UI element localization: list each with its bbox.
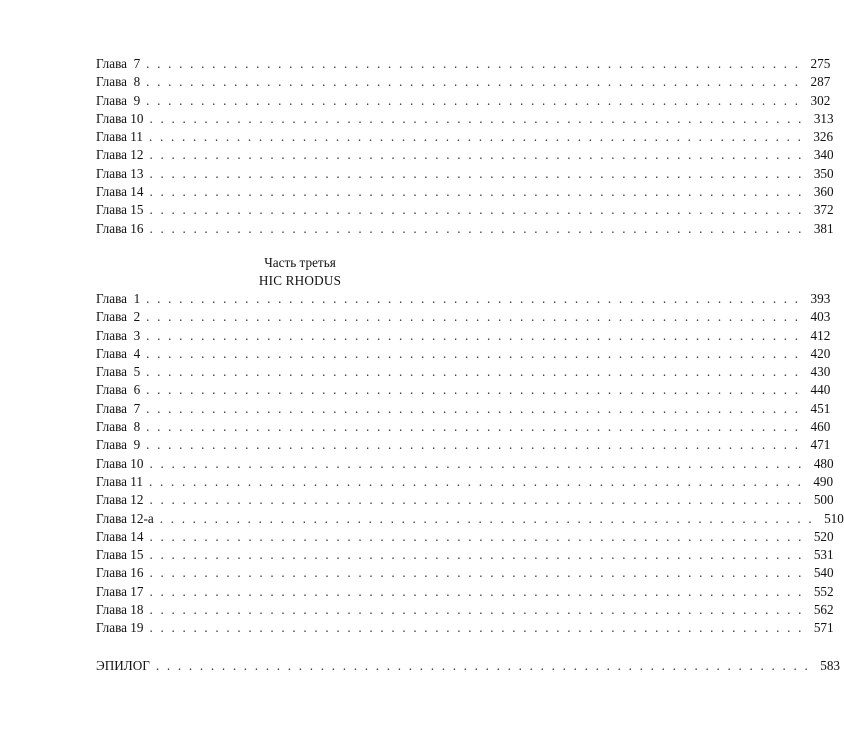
dot-leader: . . . . . . . . . . . . . . . . . . . . . . . . . . . . . . . . . . . . . . . . . . . . . . . . . . . . . . . . . . . . bbox=[159, 510, 814, 526]
toc-entry-page-number: 471 bbox=[810, 437, 831, 453]
toc-entry-label: Глава 11 bbox=[96, 473, 143, 489]
toc-entry-page-number: 403 bbox=[810, 309, 831, 325]
toc-entry-page-number: 360 bbox=[813, 184, 834, 200]
toc-entry-page-number: 510 bbox=[824, 510, 844, 526]
toc-entry-label: Глава 13 bbox=[96, 165, 144, 181]
toc-entry[interactable] bbox=[96, 619, 834, 637]
toc-entry[interactable] bbox=[96, 601, 834, 619]
toc-entry-page-number: 440 bbox=[810, 382, 831, 398]
dot-leader: . . . . . . . . . . . . . . . . . . . . . . . . . . . . . . . . . . . . . . . . . . . . . . . . . . . . . . . . . . . . bbox=[148, 129, 804, 145]
toc-entry-label: Глава 1 bbox=[96, 291, 141, 306]
toc-entry-label: Глава 12-а bbox=[96, 510, 154, 526]
toc-entry-page-number: 302 bbox=[810, 92, 831, 108]
toc-entry[interactable] bbox=[96, 290, 831, 308]
dot-leader: . . . . . . . . . . . . . . . . . . . . . . . . . . . . . . . . . . . . . . . . . . . . . . . . . . . . . . . . . . . . bbox=[148, 473, 804, 489]
toc-entry-page-number: 480 bbox=[813, 455, 834, 471]
toc-entry[interactable] bbox=[96, 381, 831, 399]
toc-entry[interactable] bbox=[96, 400, 831, 418]
part-three-header bbox=[0, 254, 600, 290]
toc-entry[interactable] bbox=[96, 220, 834, 238]
toc-entry-page-number: 326 bbox=[813, 129, 834, 145]
toc-section-part-three bbox=[96, 290, 844, 638]
toc-entry-page-number: 381 bbox=[813, 220, 834, 236]
dot-leader: . . . . . . . . . . . . . . . . . . . . . . . . . . . . . . . . . . . . . . . . . . . . . . . . . . . . . . . . . . . . bbox=[149, 147, 804, 163]
toc-entry-page-number: 451 bbox=[810, 400, 831, 416]
toc-entry-page-number: 372 bbox=[813, 202, 834, 218]
toc-entry-page-number: 340 bbox=[813, 147, 834, 163]
dot-leader: . . . . . . . . . . . . . . . . . . . . . . . . . . . . . . . . . . . . . . . . . . . . . . . . . . . . . . . . . . . . bbox=[146, 345, 801, 361]
toc-entry-label: Глава 5 bbox=[96, 364, 141, 380]
dot-leader: . . . . . . . . . . . . . . . . . . . . . . . . . . . . . . . . . . . . . . . . . . . . . . . . . . . . . . . . . . . . bbox=[149, 602, 804, 618]
toc-entry-label: Глава 15 bbox=[96, 202, 144, 218]
toc-entry-page-number: 571 bbox=[813, 620, 834, 636]
toc-entry-label: Глава 2 bbox=[96, 309, 141, 325]
toc-entry-page-number: 350 bbox=[813, 165, 834, 181]
dot-leader: . . . . . . . . . . . . . . . . . . . . . . . . . . . . . . . . . . . . . . . . . . . . . . . . . . . . . . . . . . . . bbox=[146, 74, 801, 90]
toc-entry[interactable] bbox=[96, 183, 834, 201]
dot-leader: . . . . . . . . . . . . . . . . . . . . . . . . . . . . . . . . . . . . . . . . . . . . . . . . . . . . . . . . . . . . bbox=[149, 620, 804, 636]
toc-entry-page-number: 275 bbox=[810, 56, 831, 71]
toc-entry[interactable] bbox=[96, 146, 834, 164]
toc-entry-page-number: 583 bbox=[820, 658, 840, 673]
toc-entry[interactable] bbox=[96, 165, 834, 183]
toc-entry-page-number: 520 bbox=[813, 528, 834, 544]
toc-entry[interactable] bbox=[96, 363, 831, 381]
toc-entry-label: Глава 7 bbox=[96, 56, 141, 71]
dot-leader: . . . . . . . . . . . . . . . . . . . . . . . . . . . . . . . . . . . . . . . . . . . . . . . . . . . . . . . . . . . . bbox=[149, 455, 804, 471]
toc-entry-page-number: 287 bbox=[810, 74, 831, 90]
dot-leader: . . . . . . . . . . . . . . . . . . . . . . . . . . . . . . . . . . . . . . . . . . . . . . . . . . . . . . . . . . . . bbox=[146, 291, 801, 306]
toc-entry-page-number: 313 bbox=[813, 110, 834, 126]
toc-entry[interactable] bbox=[96, 308, 831, 326]
toc-entry-page-number: 490 bbox=[813, 473, 834, 489]
toc-entry-page-number: 460 bbox=[810, 419, 831, 435]
dot-leader: . . . . . . . . . . . . . . . . . . . . . . . . . . . . . . . . . . . . . . . . . . . . . . . . . . . . . . . . . . . . bbox=[146, 56, 801, 71]
dot-leader: . . . . . . . . . . . . . . . . . . . . . . . . . . . . . . . . . . . . . . . . . . . . . . . . . . . . . . . . . . . . bbox=[149, 165, 804, 181]
toc-entry-label: Глава 11 bbox=[96, 129, 143, 145]
toc-entry-page-number: 562 bbox=[813, 602, 834, 618]
toc-entry[interactable] bbox=[96, 436, 831, 454]
toc-entry[interactable] bbox=[96, 491, 834, 509]
dot-leader: . . . . . . . . . . . . . . . . . . . . . . . . . . . . . . . . . . . . . . . . . . . . . . . . . . . . . . . . . . . . bbox=[146, 364, 801, 380]
toc-entry[interactable] bbox=[96, 510, 844, 528]
toc-entry-page-number: 500 bbox=[813, 492, 834, 508]
toc-entry-label: Глава 14 bbox=[96, 528, 144, 544]
part-three-title: Часть третья bbox=[264, 255, 336, 270]
toc-entry[interactable] bbox=[96, 546, 834, 564]
toc-entry[interactable] bbox=[96, 345, 831, 363]
part-three-subtitle: HIC RHODUS bbox=[258, 273, 342, 288]
toc-entry-label: Глава 3 bbox=[96, 327, 141, 343]
toc-entry-label: Глава 12 bbox=[96, 147, 144, 163]
dot-leader: . . . . . . . . . . . . . . . . . . . . . . . . . . . . . . . . . . . . . . . . . . . . . . . . . . . . . . . . . . . . bbox=[149, 565, 804, 581]
dot-leader: . . . . . . . . . . . . . . . . . . . . . . . . . . . . . . . . . . . . . . . . . . . . . . . . . . . . . . . . . . . . bbox=[146, 309, 801, 325]
toc-section-epilogue bbox=[96, 657, 840, 675]
toc-entry-label: Глава 17 bbox=[96, 583, 144, 599]
toc-entry-label: Глава 8 bbox=[96, 74, 141, 90]
dot-leader: . . . . . . . . . . . . . . . . . . . . . . . . . . . . . . . . . . . . . . . . . . . . . . . . . . . . . . . . . . . . bbox=[149, 110, 804, 126]
dot-leader: . . . . . . . . . . . . . . . . . . . . . . . . . . . . . . . . . . . . . . . . . . . . . . . . . . . . . . . . . . . . bbox=[155, 658, 810, 673]
toc-entry[interactable] bbox=[96, 528, 834, 546]
dot-leader: . . . . . . . . . . . . . . . . . . . . . . . . . . . . . . . . . . . . . . . . . . . . . . . . . . . . . . . . . . . . bbox=[146, 92, 801, 108]
dot-leader: . . . . . . . . . . . . . . . . . . . . . . . . . . . . . . . . . . . . . . . . . . . . . . . . . . . . . . . . . . . . bbox=[149, 528, 804, 544]
toc-entry-label: Глава 16 bbox=[96, 220, 144, 236]
toc-entry[interactable] bbox=[96, 418, 831, 436]
dot-leader: . . . . . . . . . . . . . . . . . . . . . . . . . . . . . . . . . . . . . . . . . . . . . . . . . . . . . . . . . . . . bbox=[146, 382, 801, 398]
toc-entry-label: Глава 9 bbox=[96, 92, 141, 108]
toc-entry-label: Глава 8 bbox=[96, 419, 141, 435]
toc-entry-label: ЭПИЛОГ bbox=[96, 658, 150, 673]
toc-entry[interactable] bbox=[96, 201, 834, 219]
toc-entry-label: Глава 14 bbox=[96, 184, 144, 200]
toc-entry-label: Глава 16 bbox=[96, 565, 144, 581]
dot-leader: . . . . . . . . . . . . . . . . . . . . . . . . . . . . . . . . . . . . . . . . . . . . . . . . . . . . . . . . . . . . bbox=[149, 202, 804, 218]
dot-leader: . . . . . . . . . . . . . . . . . . . . . . . . . . . . . . . . . . . . . . . . . . . . . . . . . . . . . . . . . . . . bbox=[146, 400, 801, 416]
toc-entry[interactable] bbox=[96, 128, 834, 146]
toc-entry-label: Глава 10 bbox=[96, 455, 144, 471]
toc-entry-page-number: 412 bbox=[810, 327, 831, 343]
toc-entry-page-number: 430 bbox=[810, 364, 831, 380]
toc-entry-page-number: 393 bbox=[810, 291, 831, 306]
dot-leader: . . . . . . . . . . . . . . . . . . . . . . . . . . . . . . . . . . . . . . . . . . . . . . . . . . . . . . . . . . . . bbox=[146, 327, 801, 343]
toc-entry-epilogue[interactable] bbox=[96, 657, 840, 675]
toc-entry-page-number: 531 bbox=[813, 547, 834, 563]
toc-entry[interactable] bbox=[96, 55, 831, 73]
toc-entry-page-number: 540 bbox=[813, 565, 834, 581]
toc-entry-label: Глава 6 bbox=[96, 382, 141, 398]
toc-section-part-two-continued bbox=[96, 55, 834, 238]
toc-entry-label: Глава 15 bbox=[96, 547, 144, 563]
toc-entry-label: Глава 9 bbox=[96, 437, 141, 453]
dot-leader: . . . . . . . . . . . . . . . . . . . . . . . . . . . . . . . . . . . . . . . . . . . . . . . . . . . . . . . . . . . . bbox=[146, 419, 801, 435]
dot-leader: . . . . . . . . . . . . . . . . . . . . . . . . . . . . . . . . . . . . . . . . . . . . . . . . . . . . . . . . . . . . bbox=[149, 547, 804, 563]
toc-entry-label: Глава 4 bbox=[96, 345, 141, 361]
dot-leader: . . . . . . . . . . . . . . . . . . . . . . . . . . . . . . . . . . . . . . . . . . . . . . . . . . . . . . . . . . . . bbox=[149, 184, 804, 200]
toc-entry-label: Глава 12 bbox=[96, 492, 144, 508]
toc-entry-page-number: 420 bbox=[810, 345, 831, 361]
toc-entry-label: Глава 18 bbox=[96, 602, 144, 618]
toc-entry[interactable] bbox=[96, 473, 834, 491]
toc-entry-label: Глава 10 bbox=[96, 110, 144, 126]
toc-entry-label: Глава 7 bbox=[96, 400, 141, 416]
toc-entry[interactable] bbox=[96, 110, 834, 128]
dot-leader: . . . . . . . . . . . . . . . . . . . . . . . . . . . . . . . . . . . . . . . . . . . . . . . . . . . . . . . . . . . . bbox=[149, 220, 804, 236]
toc-entry[interactable] bbox=[96, 92, 831, 110]
toc-entry[interactable] bbox=[96, 564, 834, 582]
toc-entry[interactable] bbox=[96, 583, 834, 601]
dot-leader: . . . . . . . . . . . . . . . . . . . . . . . . . . . . . . . . . . . . . . . . . . . . . . . . . . . . . . . . . . . . bbox=[149, 492, 804, 508]
toc-entry[interactable] bbox=[96, 327, 831, 345]
dot-leader: . . . . . . . . . . . . . . . . . . . . . . . . . . . . . . . . . . . . . . . . . . . . . . . . . . . . . . . . . . . . bbox=[146, 437, 801, 453]
toc-entry-page-number: 552 bbox=[813, 583, 834, 599]
toc-entry[interactable] bbox=[96, 73, 831, 91]
toc-entry-label: Глава 19 bbox=[96, 620, 144, 636]
toc-entry[interactable] bbox=[96, 455, 834, 473]
dot-leader: . . . . . . . . . . . . . . . . . . . . . . . . . . . . . . . . . . . . . . . . . . . . . . . . . . . . . . . . . . . . bbox=[149, 583, 804, 599]
